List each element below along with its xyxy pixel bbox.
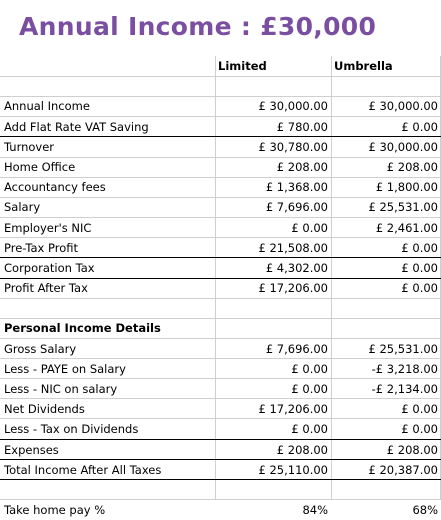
grid-line [0, 418, 441, 419]
grid-line [0, 157, 441, 158]
comparison-table [0, 56, 441, 520]
table-row [0, 379, 441, 399]
limited-value: £ 208.00 [276, 159, 328, 174]
table-row [0, 440, 441, 460]
limited-value: £ 1,368.00 [265, 180, 328, 195]
table-row [0, 238, 441, 258]
umbrella-value: £ 30,000.00 [368, 139, 438, 154]
row-label: Gross Salary [4, 341, 77, 356]
umbrella-value: £ 0.00 [401, 281, 438, 296]
grid-line [0, 76, 441, 77]
table-row [0, 399, 441, 419]
limited-value: £ 0.00 [291, 382, 328, 396]
section-heading-row [0, 318, 441, 338]
umbrella-value: £ 25,531.00 [368, 341, 438, 356]
header-limited: Limited [218, 59, 267, 73]
table-row [0, 218, 441, 238]
limited-value: £ 0.00 [291, 220, 328, 235]
grid-line [0, 237, 441, 238]
limited-value: £ 17,206.00 [258, 281, 328, 296]
limited-value: £ 30,780.00 [258, 139, 328, 154]
limited-value: £ 7,696.00 [265, 200, 328, 215]
table-row [0, 157, 441, 177]
limited-value: £ 21,508.00 [258, 240, 328, 255]
total-line [0, 136, 441, 137]
umbrella-value: £ 208.00 [386, 442, 438, 457]
grid-line [0, 358, 441, 359]
blank-row [0, 480, 441, 500]
limited-value: 84% [302, 503, 328, 518]
total-line [0, 439, 441, 440]
blank-row [0, 76, 441, 96]
total-line [0, 257, 441, 258]
umbrella-value: £ 0.00 [401, 240, 438, 255]
umbrella-value: £ 20,387.00 [368, 462, 438, 477]
umbrella-value: 68% [412, 503, 438, 518]
limited-value: £ 0.00 [291, 361, 328, 376]
row-label: Add Flat Rate VAT Saving [4, 119, 149, 134]
grid-line [0, 177, 441, 178]
row-label: Net Dividends [4, 402, 85, 417]
umbrella-value: £ 208.00 [386, 159, 438, 174]
grid-line [0, 96, 441, 97]
header-umbrella: Umbrella [334, 59, 393, 73]
grid-line [0, 217, 441, 218]
umbrella-value: £ 0.00 [401, 402, 438, 417]
table-row [0, 258, 441, 278]
limited-value: £ 7,696.00 [265, 341, 328, 356]
umbrella-value: £ 0.00 [401, 422, 438, 437]
row-label: Annual Income [4, 99, 90, 114]
page-title: Annual Income : £30,000 [19, 12, 377, 41]
row-label: Profit After Tax [4, 281, 88, 296]
umbrella-value: £ 25,531.00 [368, 200, 438, 215]
row-label: Total Income After All Taxes [4, 462, 162, 477]
table-row [0, 177, 441, 197]
row-label: Expenses [4, 442, 59, 457]
table-row [0, 197, 441, 217]
total-line [0, 479, 441, 480]
header-row [0, 56, 441, 76]
table-row [0, 460, 441, 480]
row-label: Employer's NIC [4, 220, 92, 235]
umbrella-value: £ 2,461.00 [375, 220, 438, 235]
grid-line [0, 298, 441, 299]
row-label: Less - NIC on salary [4, 382, 118, 396]
row-label: Take home pay % [4, 503, 106, 518]
grid-line [0, 197, 441, 198]
table-row [0, 278, 441, 298]
umbrella-value: -£ 3,218.00 [371, 361, 438, 376]
table-row [0, 419, 441, 439]
row-label: Pre-Tax Profit [4, 240, 79, 255]
limited-value: £ 4,302.00 [265, 260, 328, 275]
section-heading: Personal Income Details [4, 321, 161, 336]
row-label: Turnover [4, 139, 55, 154]
grid-line [0, 378, 441, 379]
table-row [0, 359, 441, 379]
limited-value: £ 0.00 [291, 422, 328, 437]
row-label: Less - PAYE on Salary [4, 361, 126, 376]
row-label: Less - Tax on Dividends [4, 422, 139, 437]
grid-line [0, 318, 441, 319]
grid-line [0, 116, 441, 117]
umbrella-value: £ 0.00 [401, 119, 438, 134]
table-row [0, 339, 441, 359]
table-row [0, 137, 441, 157]
total-line [0, 459, 441, 460]
limited-value: £ 208.00 [276, 442, 328, 457]
table-row [0, 117, 441, 137]
umbrella-value: -£ 2,134.00 [371, 382, 438, 396]
row-label: Corporation Tax [4, 260, 95, 275]
umbrella-value: £ 0.00 [401, 260, 438, 275]
header-label-cell [0, 56, 215, 76]
table-row [0, 96, 441, 116]
limited-value: £ 30,000.00 [258, 99, 328, 114]
row-label: Accountancy fees [4, 180, 106, 195]
take-home-row [0, 500, 441, 520]
row-label: Salary [4, 200, 41, 215]
umbrella-value: £ 1,800.00 [375, 180, 438, 195]
total-line [0, 278, 441, 279]
umbrella-value: £ 30,000.00 [368, 99, 438, 114]
row-label: Home Office [4, 159, 76, 174]
limited-value: £ 780.00 [276, 119, 328, 134]
grid-line [0, 398, 441, 399]
limited-value: £ 17,206.00 [258, 402, 328, 417]
limited-value: £ 25,110.00 [258, 462, 328, 477]
grid-line [0, 338, 441, 339]
blank-row [0, 298, 441, 318]
